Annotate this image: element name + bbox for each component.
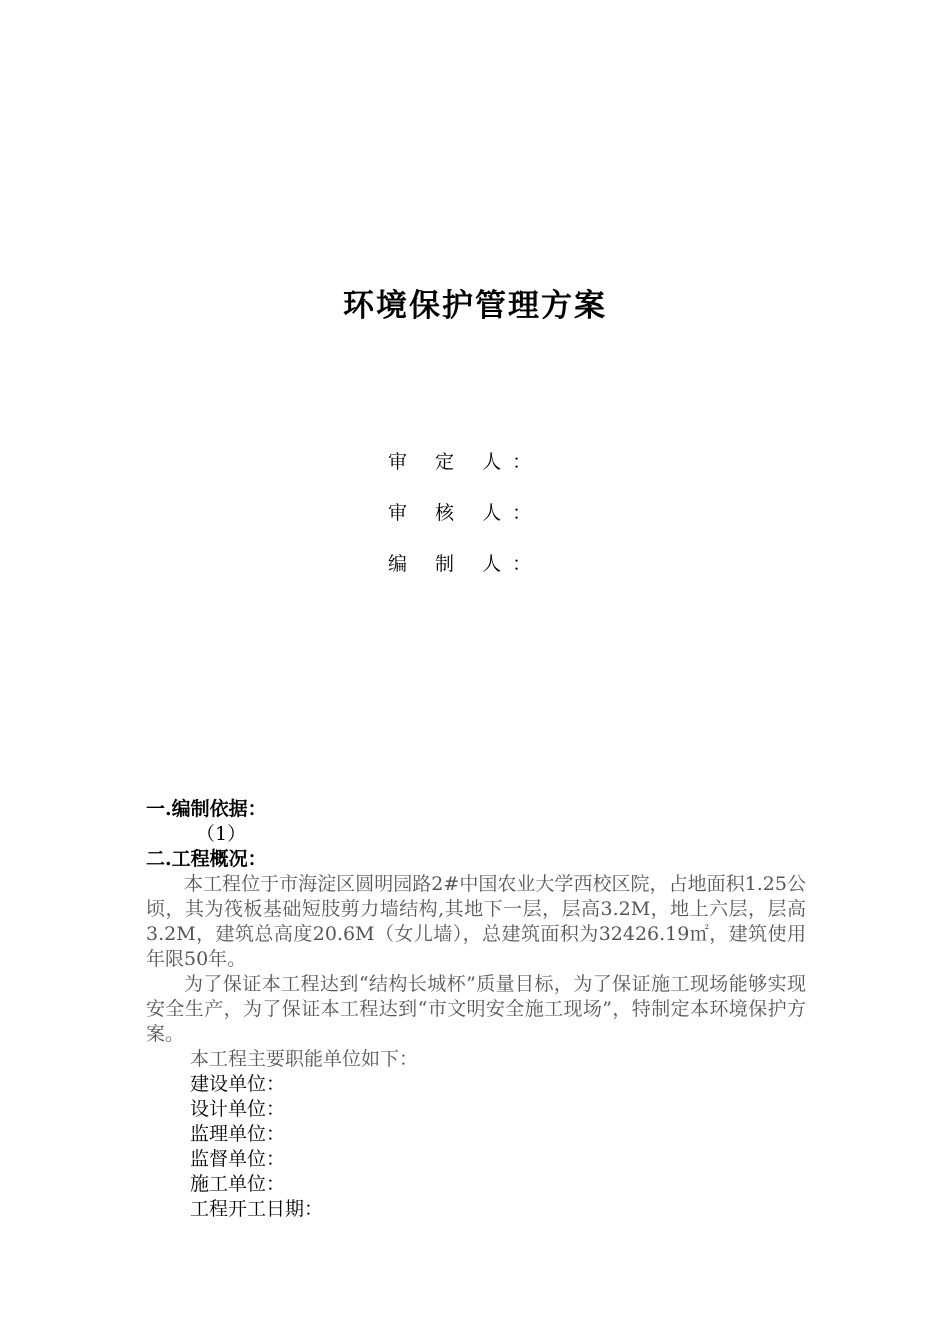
section-heading-overview: 二.工程概况： [146, 848, 267, 870]
signature-approver: 审 定 人： [388, 451, 543, 473]
section-heading-basis: 一.编制依据： [146, 798, 267, 820]
overview-paragraph-location: 本工程位于市海淀区圆明园路2#中国农业大学西校区院，占地面积1.25公顷，其为筏板基础短肢剪力墙结构,其地下一层，层高3.2M，地上六层，层高3.2M，建筑总高度20.6M（女儿墙），总建筑面积为32426.19㎡，建筑使用年限50年。 [146, 873, 806, 970]
start-date: 工程开工日期： [190, 1198, 324, 1220]
unit-owner: 建设单位： [190, 1073, 286, 1095]
unit-contractor: 施工单位： [190, 1173, 286, 1195]
signature-block [388, 448, 542, 601]
signature-reviewer: 审 核 人： [388, 502, 543, 524]
document-body [146, 797, 806, 1222]
unit-inspector: 监督单位： [190, 1148, 286, 1170]
document-title: 环境保护管理方案 [343, 288, 607, 324]
signature-author: 编 制 人： [388, 553, 543, 575]
unit-supervisor: 监理单位： [190, 1123, 286, 1145]
unit-designer: 设计单位： [190, 1098, 286, 1120]
overview-paragraph-goal: 为了保证本工程达到“结构长城杯”质量目标，为了保证施工现场能够实现安全生产，为了保证本工程达到“市文明安全施工现场”，特制定本环境保护方案。 [146, 973, 806, 1045]
units-intro: 本工程主要职能单位如下： [190, 1048, 419, 1070]
basis-item: （1） [196, 823, 247, 845]
